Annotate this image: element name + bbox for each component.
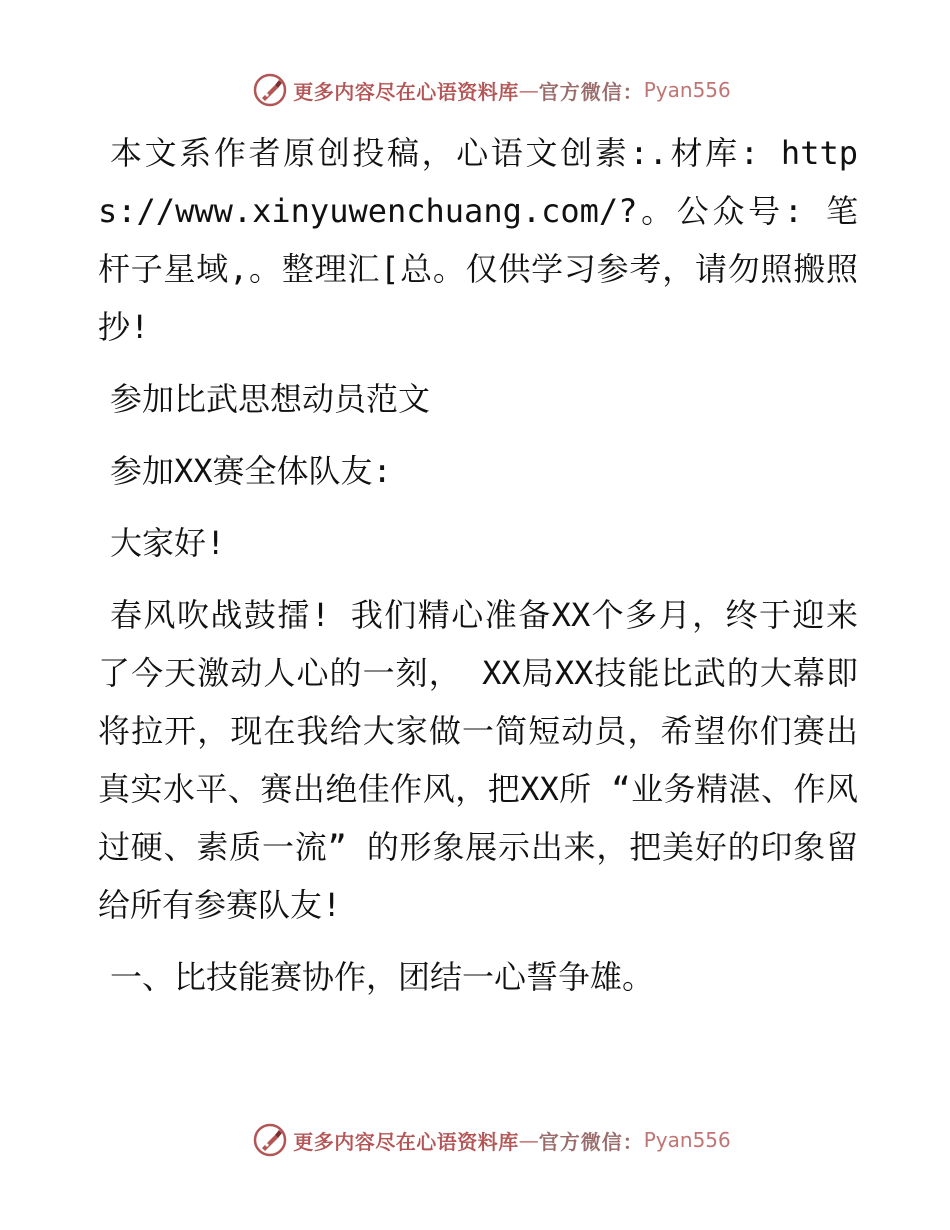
body-paragraph: 春风吹战鼓擂! 我们精心准备XX个多月，终于迎来了今天激动人心的一刻， XX局XX技能比武的大幕即将拉开，现在我给大家做一简短动员，希望你们赛出真实水平、赛出绝佳作风，把XX所 “业务精湛、作风过硬、素质一流” 的形象展示出来，把美好的印象留给所有参赛队友!	[98, 596, 858, 924]
section-heading-1: 一、比技能赛协作，团结一心誓争雄。	[110, 958, 655, 996]
salutation: 参加XX赛全体队友:	[110, 452, 392, 490]
banner-wechat-label: 官方微信：	[538, 1129, 644, 1154]
footer-watermark-banner	[0, 1120, 950, 1160]
pen-nib-logo-icon	[253, 73, 287, 107]
banner-separator: —	[518, 78, 539, 102]
banner-wechat-label: 官方微信：	[538, 79, 644, 104]
banner-separator: —	[518, 1128, 539, 1152]
banner-account-id: Pyan556	[643, 1128, 731, 1152]
greeting: 大家好!	[110, 524, 226, 562]
document-body	[98, 124, 858, 1020]
intro-paragraph: 本文系作者原创投稿，心语文创素:.材库: https://www.xinyuwenchuang.com/?。公众号: 笔杆子星域,。整理汇[总。仅供学习参考，请勿照搬照抄!	[98, 134, 858, 346]
header-watermark-banner	[0, 70, 950, 110]
banner-brand-text: 更多内容尽在心语资料库	[293, 1129, 519, 1154]
pen-nib-logo-icon	[253, 1123, 287, 1157]
banner-brand-text: 更多内容尽在心语资料库	[293, 79, 519, 104]
document-title: 参加比武思想动员范文	[110, 380, 431, 418]
banner-account-id: Pyan556	[643, 78, 731, 102]
